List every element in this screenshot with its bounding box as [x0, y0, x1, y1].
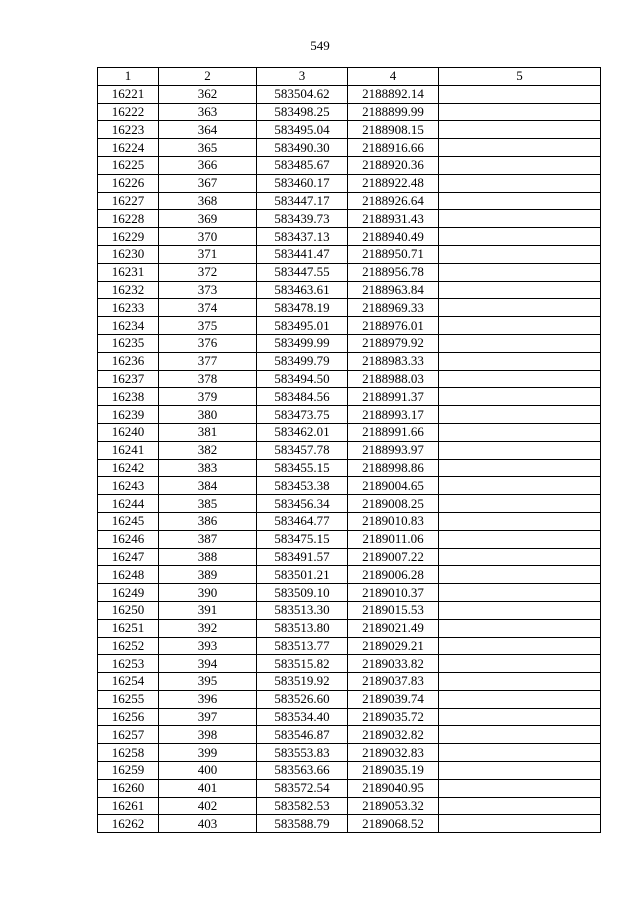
- table-cell: 16228: [98, 210, 159, 228]
- table-cell: 16227: [98, 192, 159, 210]
- table-cell: 2188926.64: [348, 192, 439, 210]
- table-cell: 16255: [98, 690, 159, 708]
- table-cell: 372: [159, 263, 257, 281]
- table-cell: [439, 192, 601, 210]
- table-cell: 373: [159, 281, 257, 299]
- table-cell: [439, 512, 601, 530]
- table-cell: 16221: [98, 85, 159, 103]
- table-cell: 379: [159, 388, 257, 406]
- column-header: 5: [439, 68, 601, 86]
- table-cell: 583453.38: [257, 477, 348, 495]
- table-row: [98, 726, 601, 744]
- table-cell: 583509.10: [257, 584, 348, 602]
- table-cell: 583439.73: [257, 210, 348, 228]
- table-cell: 374: [159, 299, 257, 317]
- table-cell: [439, 815, 601, 833]
- table-cell: 2188940.49: [348, 228, 439, 246]
- table-cell: 2189035.19: [348, 762, 439, 780]
- table-row: [98, 655, 601, 673]
- table-row: [98, 495, 601, 513]
- column-header: 2: [159, 68, 257, 86]
- table-cell: [439, 388, 601, 406]
- table-cell: 2189068.52: [348, 815, 439, 833]
- table-cell: 583491.57: [257, 548, 348, 566]
- table-cell: 16251: [98, 619, 159, 637]
- table-cell: 583456.34: [257, 495, 348, 513]
- table-cell: 583495.01: [257, 317, 348, 335]
- table-cell: 400: [159, 762, 257, 780]
- table-cell: 2189021.49: [348, 619, 439, 637]
- table-row: [98, 281, 601, 299]
- table-cell: [439, 423, 601, 441]
- table-cell: 583513.30: [257, 601, 348, 619]
- table-row: [98, 334, 601, 352]
- table-cell: 583499.79: [257, 352, 348, 370]
- table-cell: 2189006.28: [348, 566, 439, 584]
- table-cell: 583457.78: [257, 441, 348, 459]
- table-row: [98, 388, 601, 406]
- table-cell: [439, 156, 601, 174]
- table-cell: 583501.21: [257, 566, 348, 584]
- table-cell: 16246: [98, 530, 159, 548]
- table-row: [98, 406, 601, 424]
- table-cell: 398: [159, 726, 257, 744]
- table-cell: 2189037.83: [348, 673, 439, 691]
- column-header: 3: [257, 68, 348, 86]
- table-cell: 16245: [98, 512, 159, 530]
- table-cell: [439, 281, 601, 299]
- table-cell: [439, 726, 601, 744]
- table-cell: [439, 566, 601, 584]
- table-row: [98, 423, 601, 441]
- table-row: [98, 762, 601, 780]
- table-cell: 382: [159, 441, 257, 459]
- table-cell: 583485.67: [257, 156, 348, 174]
- table-cell: 583475.15: [257, 530, 348, 548]
- table-cell: 390: [159, 584, 257, 602]
- table-cell: 16238: [98, 388, 159, 406]
- table-cell: 16233: [98, 299, 159, 317]
- table-cell: 375: [159, 317, 257, 335]
- table-cell: 2189029.21: [348, 637, 439, 655]
- table-cell: 583495.04: [257, 121, 348, 139]
- table-cell: 2189011.06: [348, 530, 439, 548]
- table-cell: [439, 495, 601, 513]
- table-cell: 402: [159, 797, 257, 815]
- table-cell: [439, 121, 601, 139]
- table-cell: 364: [159, 121, 257, 139]
- table-cell: [439, 317, 601, 335]
- table-cell: 16260: [98, 779, 159, 797]
- table-cell: 583460.17: [257, 174, 348, 192]
- table-row: [98, 210, 601, 228]
- table-cell: 583447.17: [257, 192, 348, 210]
- table-cell: 583588.79: [257, 815, 348, 833]
- table-cell: [439, 548, 601, 566]
- table-header-row: [98, 68, 601, 86]
- table-cell: 392: [159, 619, 257, 637]
- table-cell: 583478.19: [257, 299, 348, 317]
- table-cell: 16229: [98, 228, 159, 246]
- table-row: [98, 370, 601, 388]
- table-cell: 2189004.65: [348, 477, 439, 495]
- table-cell: [439, 797, 601, 815]
- table-cell: 2188963.84: [348, 281, 439, 299]
- table-cell: [439, 762, 601, 780]
- table-cell: 2188993.97: [348, 441, 439, 459]
- table-cell: 2188993.17: [348, 406, 439, 424]
- table-cell: [439, 85, 601, 103]
- table-cell: 2189032.82: [348, 726, 439, 744]
- table-cell: [439, 228, 601, 246]
- table-cell: 583498.25: [257, 103, 348, 121]
- table-cell: 16250: [98, 601, 159, 619]
- table-cell: 16239: [98, 406, 159, 424]
- table-cell: [439, 744, 601, 762]
- table-cell: 2188899.99: [348, 103, 439, 121]
- table-row: [98, 263, 601, 281]
- table-cell: 16248: [98, 566, 159, 584]
- table-cell: 2188969.33: [348, 299, 439, 317]
- table-cell: 583526.60: [257, 690, 348, 708]
- table-cell: 16242: [98, 459, 159, 477]
- table-row: [98, 584, 601, 602]
- table-cell: [439, 655, 601, 673]
- table-cell: 393: [159, 637, 257, 655]
- table-cell: [439, 530, 601, 548]
- table-cell: 391: [159, 601, 257, 619]
- table-cell: 2189010.37: [348, 584, 439, 602]
- table-cell: 583447.55: [257, 263, 348, 281]
- table-row: [98, 815, 601, 833]
- table-row: [98, 530, 601, 548]
- table-cell: 2188916.66: [348, 139, 439, 157]
- table-row: [98, 156, 601, 174]
- table-cell: 583437.13: [257, 228, 348, 246]
- table-cell: 2188931.43: [348, 210, 439, 228]
- table-cell: 16256: [98, 708, 159, 726]
- table-cell: 16243: [98, 477, 159, 495]
- table-cell: 386: [159, 512, 257, 530]
- table-cell: 2189033.82: [348, 655, 439, 673]
- table-cell: 583499.99: [257, 334, 348, 352]
- table-cell: 2189053.32: [348, 797, 439, 815]
- table-cell: 395: [159, 673, 257, 691]
- table-cell: 16230: [98, 245, 159, 263]
- table-cell: 367: [159, 174, 257, 192]
- table-cell: 365: [159, 139, 257, 157]
- table-cell: 583513.77: [257, 637, 348, 655]
- table-cell: 2188998.86: [348, 459, 439, 477]
- table-cell: 397: [159, 708, 257, 726]
- table-row: [98, 619, 601, 637]
- table-cell: 389: [159, 566, 257, 584]
- table-cell: 368: [159, 192, 257, 210]
- table-cell: 583504.62: [257, 85, 348, 103]
- page-number: 549: [310, 38, 330, 53]
- table-cell: 583563.66: [257, 762, 348, 780]
- table-cell: 394: [159, 655, 257, 673]
- table-cell: 403: [159, 815, 257, 833]
- table-cell: 16261: [98, 797, 159, 815]
- table-cell: 583484.56: [257, 388, 348, 406]
- table-cell: [439, 334, 601, 352]
- table-cell: 380: [159, 406, 257, 424]
- table-cell: 2189007.22: [348, 548, 439, 566]
- table-body: [98, 85, 601, 832]
- table-cell: 583553.83: [257, 744, 348, 762]
- table-cell: 583462.01: [257, 423, 348, 441]
- table-cell: 16234: [98, 317, 159, 335]
- table-cell: 16247: [98, 548, 159, 566]
- table-cell: 366: [159, 156, 257, 174]
- table-cell: 16240: [98, 423, 159, 441]
- table-cell: 369: [159, 210, 257, 228]
- table-cell: 16226: [98, 174, 159, 192]
- table-cell: 363: [159, 103, 257, 121]
- table-cell: 2188908.15: [348, 121, 439, 139]
- table-cell: 16224: [98, 139, 159, 157]
- table-cell: 2188950.71: [348, 245, 439, 263]
- table-cell: 2189032.83: [348, 744, 439, 762]
- table-row: [98, 459, 601, 477]
- table-cell: 2188979.92: [348, 334, 439, 352]
- table-cell: 16241: [98, 441, 159, 459]
- table-cell: 385: [159, 495, 257, 513]
- table-cell: 583519.92: [257, 673, 348, 691]
- table-cell: 399: [159, 744, 257, 762]
- table-cell: [439, 103, 601, 121]
- table-row: [98, 103, 601, 121]
- table-cell: 383: [159, 459, 257, 477]
- table-row: [98, 85, 601, 103]
- table-cell: 2188991.66: [348, 423, 439, 441]
- table-row: [98, 637, 601, 655]
- table-cell: [439, 637, 601, 655]
- table-cell: [439, 210, 601, 228]
- table-row: [98, 299, 601, 317]
- table-row: [98, 139, 601, 157]
- table-cell: 16254: [98, 673, 159, 691]
- table-cell: 16231: [98, 263, 159, 281]
- table-cell: [439, 690, 601, 708]
- table-row: [98, 174, 601, 192]
- table-cell: 583464.77: [257, 512, 348, 530]
- table-cell: 2188988.03: [348, 370, 439, 388]
- table-cell: 16244: [98, 495, 159, 513]
- table-cell: 378: [159, 370, 257, 388]
- table-cell: 16232: [98, 281, 159, 299]
- table-cell: 16222: [98, 103, 159, 121]
- table-cell: 16262: [98, 815, 159, 833]
- table-cell: 16249: [98, 584, 159, 602]
- table-cell: 2188983.33: [348, 352, 439, 370]
- table-cell: 16237: [98, 370, 159, 388]
- table-cell: 583546.87: [257, 726, 348, 744]
- column-header: 4: [348, 68, 439, 86]
- table-cell: 2189040.95: [348, 779, 439, 797]
- table-cell: 583490.30: [257, 139, 348, 157]
- table-cell: 583572.54: [257, 779, 348, 797]
- table-cell: 2188956.78: [348, 263, 439, 281]
- table-cell: [439, 245, 601, 263]
- table-cell: 16223: [98, 121, 159, 139]
- table-row: [98, 744, 601, 762]
- table-cell: [439, 619, 601, 637]
- table-cell: 370: [159, 228, 257, 246]
- table-cell: [439, 370, 601, 388]
- table-cell: 401: [159, 779, 257, 797]
- table-cell: 388: [159, 548, 257, 566]
- table-cell: 583513.80: [257, 619, 348, 637]
- table-cell: [439, 441, 601, 459]
- table-row: [98, 512, 601, 530]
- table-cell: [439, 673, 601, 691]
- table-cell: [439, 299, 601, 317]
- table-cell: 16252: [98, 637, 159, 655]
- table-cell: [439, 406, 601, 424]
- table-cell: 2188920.36: [348, 156, 439, 174]
- table-cell: [439, 139, 601, 157]
- table-cell: 583455.15: [257, 459, 348, 477]
- table-row: [98, 352, 601, 370]
- table-cell: 583441.47: [257, 245, 348, 263]
- table-row: [98, 192, 601, 210]
- table-cell: 16235: [98, 334, 159, 352]
- table-cell: 583534.40: [257, 708, 348, 726]
- table-row: [98, 548, 601, 566]
- table-cell: 371: [159, 245, 257, 263]
- table-row: [98, 779, 601, 797]
- table-cell: 16253: [98, 655, 159, 673]
- table-row: [98, 228, 601, 246]
- table-row: [98, 673, 601, 691]
- table-row: [98, 690, 601, 708]
- table-cell: [439, 174, 601, 192]
- table-row: [98, 601, 601, 619]
- table-cell: 16225: [98, 156, 159, 174]
- table-cell: 396: [159, 690, 257, 708]
- column-header: 1: [98, 68, 159, 86]
- table-cell: 384: [159, 477, 257, 495]
- table-cell: 2189008.25: [348, 495, 439, 513]
- table-cell: [439, 584, 601, 602]
- table-cell: 2189015.53: [348, 601, 439, 619]
- table-cell: 377: [159, 352, 257, 370]
- table-cell: 362: [159, 85, 257, 103]
- table-row: [98, 477, 601, 495]
- table-cell: 2188976.01: [348, 317, 439, 335]
- table-cell: 583463.61: [257, 281, 348, 299]
- table-cell: 2188991.37: [348, 388, 439, 406]
- table-row: [98, 797, 601, 815]
- table-cell: 583582.53: [257, 797, 348, 815]
- table-cell: 2189010.83: [348, 512, 439, 530]
- table-cell: [439, 779, 601, 797]
- table-cell: [439, 601, 601, 619]
- coordinates-table: [97, 67, 601, 833]
- table-cell: 583494.50: [257, 370, 348, 388]
- table-cell: 376: [159, 334, 257, 352]
- table-cell: 16259: [98, 762, 159, 780]
- table-cell: 2189035.72: [348, 708, 439, 726]
- table-cell: 583473.75: [257, 406, 348, 424]
- table-cell: [439, 263, 601, 281]
- table-row: [98, 566, 601, 584]
- table-cell: 2189039.74: [348, 690, 439, 708]
- table-cell: 583515.82: [257, 655, 348, 673]
- table-row: [98, 121, 601, 139]
- table-cell: 2188892.14: [348, 85, 439, 103]
- table-cell: 16258: [98, 744, 159, 762]
- table-row: [98, 245, 601, 263]
- table-cell: [439, 708, 601, 726]
- table-cell: 381: [159, 423, 257, 441]
- table-cell: 16257: [98, 726, 159, 744]
- table-cell: 2188922.48: [348, 174, 439, 192]
- table-row: [98, 708, 601, 726]
- table-row: [98, 441, 601, 459]
- table-cell: [439, 459, 601, 477]
- table-cell: [439, 477, 601, 495]
- table-cell: [439, 352, 601, 370]
- table-cell: 387: [159, 530, 257, 548]
- table-row: [98, 317, 601, 335]
- table-cell: 16236: [98, 352, 159, 370]
